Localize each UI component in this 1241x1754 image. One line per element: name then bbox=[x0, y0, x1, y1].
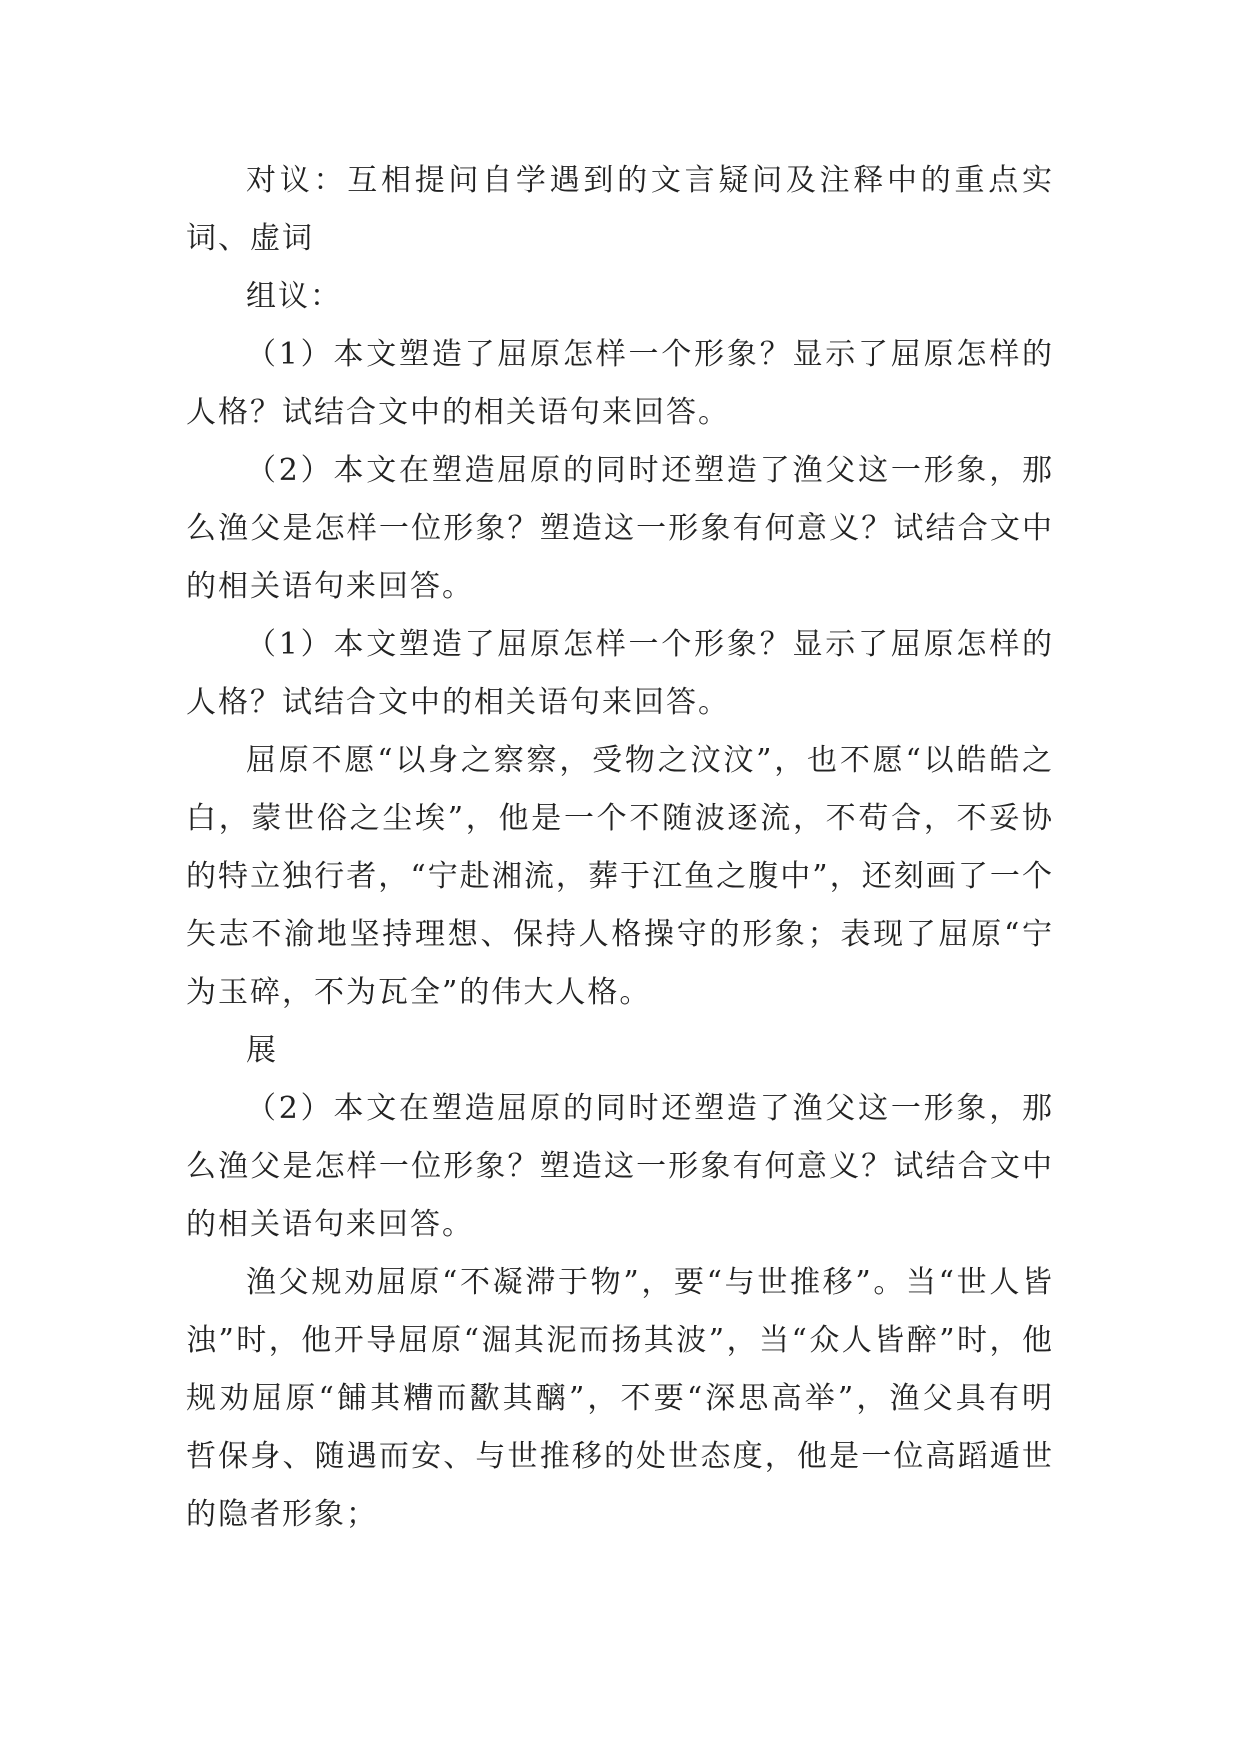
paragraph-answer-2: 渔父规劝屈原“不凝滞于物”，要“与世推移”。当“世人皆浊”时，他开导屈原“淈其泥而扬其波”，当“众人皆醉”时，他规劝屈原“餔其糟而歠其醨”，不要“深思高举”，渔父具有明哲保身、随遇而安、与世推移的处世态度，他是一位高蹈遁世的隐者形象； bbox=[186, 1265, 1054, 1532]
paragraph-pair-discussion: 对议：互相提问自学遇到的文言疑问及注释中的重点实词、虚词 bbox=[186, 163, 1054, 256]
paragraph-answer-1: 屈原不愿“以身之察察，受物之汶汶”，也不愿“以皓皓之白，蒙世俗之尘埃”，他是一个不随波逐流，不苟合，不妥协的特立独行者，“宁赴湘流，葬于江鱼之腹中”，还刻画了一个矢志不渝地坚持理想、保持人格操守的形象；表现了屈原“宁为玉碎，不为瓦全”的伟大人格。 bbox=[186, 743, 1054, 1010]
paragraph-section-heading: 展 bbox=[246, 1033, 278, 1068]
paragraph-question-1: （1）本文塑造了屈原怎样一个形象？显示了屈原怎样的人格？试结合文中的相关语句来回答。 bbox=[186, 337, 1054, 430]
paragraph-question-2-repeat: （2）本文在塑造屈原的同时还塑造了渔父这一形象，那么渔父是怎样一位形象？塑造这一形象有何意义？试结合文中的相关语句来回答。 bbox=[186, 1091, 1054, 1242]
paragraph-question-2: （2）本文在塑造屈原的同时还塑造了渔父这一形象，那么渔父是怎样一位形象？塑造这一形象有何意义？试结合文中的相关语句来回答。 bbox=[186, 453, 1054, 604]
paragraph-question-1-repeat: （1）本文塑造了屈原怎样一个形象？显示了屈原怎样的人格？试结合文中的相关语句来回答。 bbox=[186, 627, 1054, 720]
document-body bbox=[186, 152, 1054, 1544]
paragraph-group-discussion: 组议： bbox=[246, 279, 342, 314]
